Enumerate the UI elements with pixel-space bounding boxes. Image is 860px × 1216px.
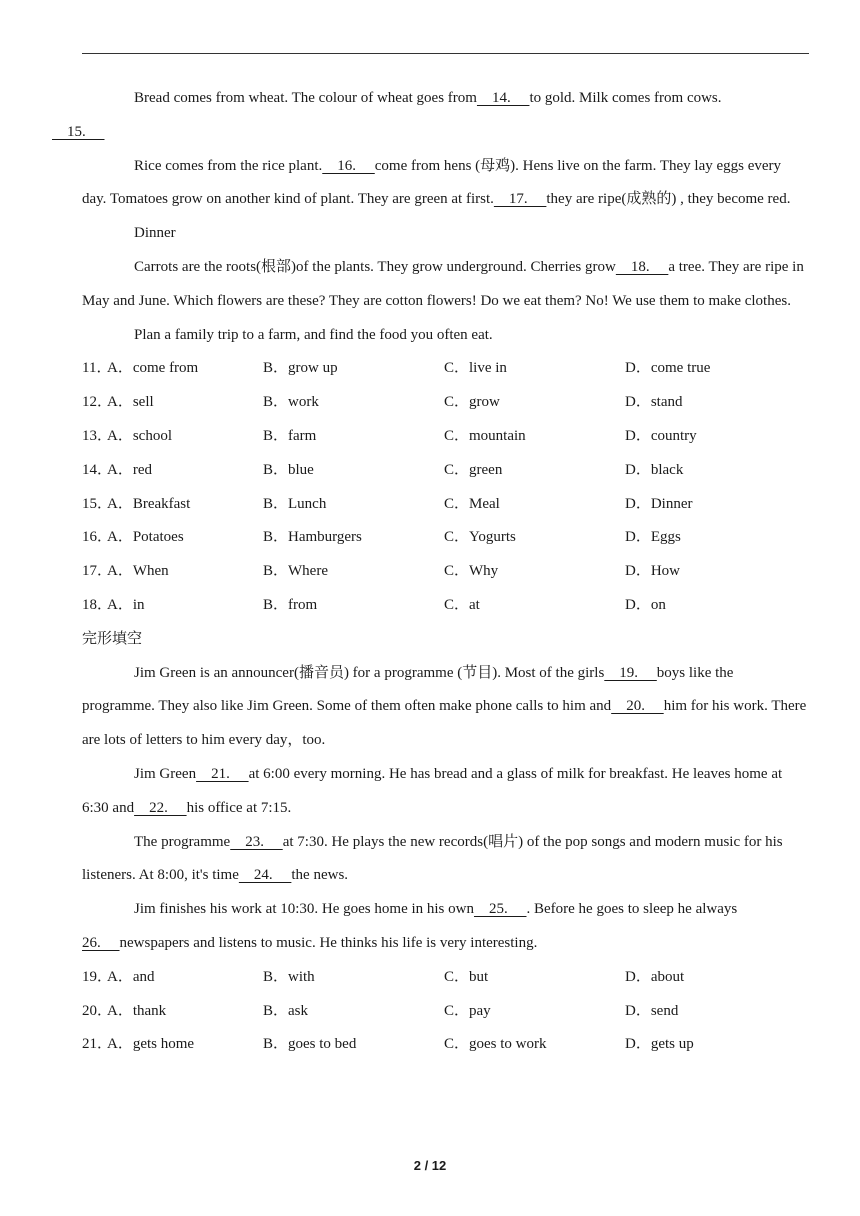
option-d: D．black — [625, 461, 684, 478]
option-b: B．Where — [263, 563, 328, 580]
question-row — [82, 521, 809, 555]
option-d: D．stand — [625, 394, 683, 411]
option-b: B．with — [263, 968, 315, 985]
option-d: D．come true — [625, 360, 711, 377]
question-number: 15． — [82, 495, 113, 512]
option-a: A．Breakfast — [107, 495, 191, 512]
question-number: 21． — [82, 1036, 113, 1053]
question-number: 16． — [82, 529, 113, 546]
option-b: B．goes to bed — [263, 1036, 357, 1053]
option-d: D．send — [625, 1002, 679, 1019]
option-a: A．gets home — [107, 1036, 195, 1053]
option-c: C．pay — [444, 1002, 491, 1019]
option-d: D．gets up — [625, 1036, 694, 1053]
question-number: 13． — [82, 427, 113, 444]
question-row — [82, 454, 809, 488]
paragraph-dinner-heading: Dinner — [134, 225, 176, 242]
option-d: D．about — [625, 968, 685, 985]
option-c: C．live in — [444, 360, 507, 377]
paragraph-jim-2: Jim Green 21. at 6:00 every morning. He has bread and a glass of milk for breakfast. He leaves home at 6:30 and 22. his office at 7:15. — [82, 765, 783, 816]
question-number: 18． — [82, 596, 113, 613]
paragraph-jim-1: Jim Green is an announcer(播音员) for a programme (节目). Most of the girls 19. boys like the programme. They also like Jim Green. Some of them often make phone calls to him and 20. him for his work. There are lots of letters to him every day，too. — [82, 664, 807, 749]
question-number: 20． — [82, 1002, 113, 1019]
question-row — [82, 1028, 809, 1062]
question-row — [82, 555, 809, 589]
question-row — [82, 995, 809, 1029]
blank-17: 17. — [493, 191, 547, 208]
paragraph-jim-3: The programme 23. at 7:30. He plays the new records(唱片) of the pop songs and modern music for his listeners. At 8:00, it's time 24. the news. — [82, 833, 783, 884]
paragraph-carrots: Carrots are the roots(根部)of the plants. They grow underground. Cherries grow 18. a tree. They are ripe in May and June. Which flowers are these? They are cotton flowers! Do we eat them? No! We use them to make clothes. — [82, 258, 804, 309]
option-d: D．How — [625, 563, 680, 580]
question-row — [82, 589, 809, 623]
question-number: 19． — [82, 968, 113, 985]
option-c: C．grow — [444, 394, 500, 411]
question-row — [82, 488, 809, 522]
blank-24: 24. — [238, 867, 292, 884]
blank-16: 16. — [322, 157, 375, 174]
option-b: B．blue — [263, 461, 314, 478]
option-a: A．Potatoes — [107, 529, 184, 546]
question-number: 11． — [82, 360, 112, 377]
option-b: B．work — [263, 394, 319, 411]
option-d: D．Dinner — [625, 495, 693, 512]
blank-25: 25. — [473, 901, 527, 918]
question-number: 12． — [82, 394, 113, 411]
option-a: A．red — [107, 461, 152, 478]
questions-19-21 — [82, 961, 809, 1062]
option-c: C．mountain — [444, 427, 526, 444]
option-b: B．ask — [263, 1002, 309, 1019]
page-content — [52, 82, 809, 1062]
option-c: C．but — [444, 968, 489, 985]
blank-18: 18. — [615, 258, 669, 275]
option-b: B．farm — [263, 427, 317, 444]
option-a: A．sell — [107, 394, 154, 411]
option-d: D．Eggs — [625, 529, 681, 546]
blank-23: 23. — [230, 833, 283, 850]
blank-20: 20. — [611, 698, 664, 715]
option-c: C．Why — [444, 563, 499, 580]
blank-19: 19. — [604, 664, 657, 681]
option-b: B．from — [263, 596, 318, 613]
page-number: 2 / 12 — [413, 1158, 447, 1173]
paragraph-bread: Bread comes from wheat. The colour of wheat goes from 14. to gold. Milk comes from cows. 15. — [52, 90, 722, 140]
option-c: C．at — [444, 596, 480, 613]
question-row — [82, 386, 809, 420]
option-a: A．in — [107, 596, 145, 613]
blank-26: 26. — [82, 934, 120, 951]
option-b: B．Hamburgers — [263, 529, 362, 546]
question-number: 17． — [82, 563, 113, 580]
question-row — [82, 961, 809, 995]
blank-15: 15. — [52, 123, 105, 140]
question-row — [82, 420, 809, 454]
option-c: C．green — [444, 461, 503, 478]
option-a: A．When — [107, 563, 169, 580]
option-c: C．goes to work — [444, 1036, 547, 1053]
option-a: A．and — [107, 968, 155, 985]
option-b: B．grow up — [263, 360, 338, 377]
option-c: C．Meal — [444, 495, 500, 512]
blank-22: 22. — [134, 799, 187, 816]
header-rule — [82, 53, 809, 54]
question-row — [82, 352, 809, 386]
option-a: A．thank — [107, 1002, 167, 1019]
option-c: C．Yogurts — [444, 529, 516, 546]
option-d: D．country — [625, 427, 697, 444]
option-b: B．Lunch — [263, 495, 327, 512]
paragraph-jim-4: Jim finishes his work at 10:30. He goes home in his own 25. . Before he goes to sleep he always 26. newspapers and listens to music. He thinks his life is very interesting. — [82, 901, 738, 951]
option-a: A．school — [107, 427, 172, 444]
question-number: 14． — [82, 461, 113, 478]
paragraph-plan: Plan a family trip to a farm, and find the food you often eat. — [134, 326, 493, 343]
section-title: 完形填空 — [82, 630, 143, 647]
questions-11-18 — [82, 352, 809, 622]
blank-14: 14. — [476, 90, 530, 106]
blank-21: 21. — [196, 765, 249, 782]
option-a: A．come from — [107, 360, 199, 377]
option-d: D．on — [625, 596, 666, 613]
paragraph-rice: Rice comes from the rice plant. 16. come from hens (母鸡). Hens live on the farm. They lay eggs every day. Tomatoes grow on another kind of plant. They are green at first. 17. they are ripe(成熟的) , they become red. — [82, 157, 791, 208]
